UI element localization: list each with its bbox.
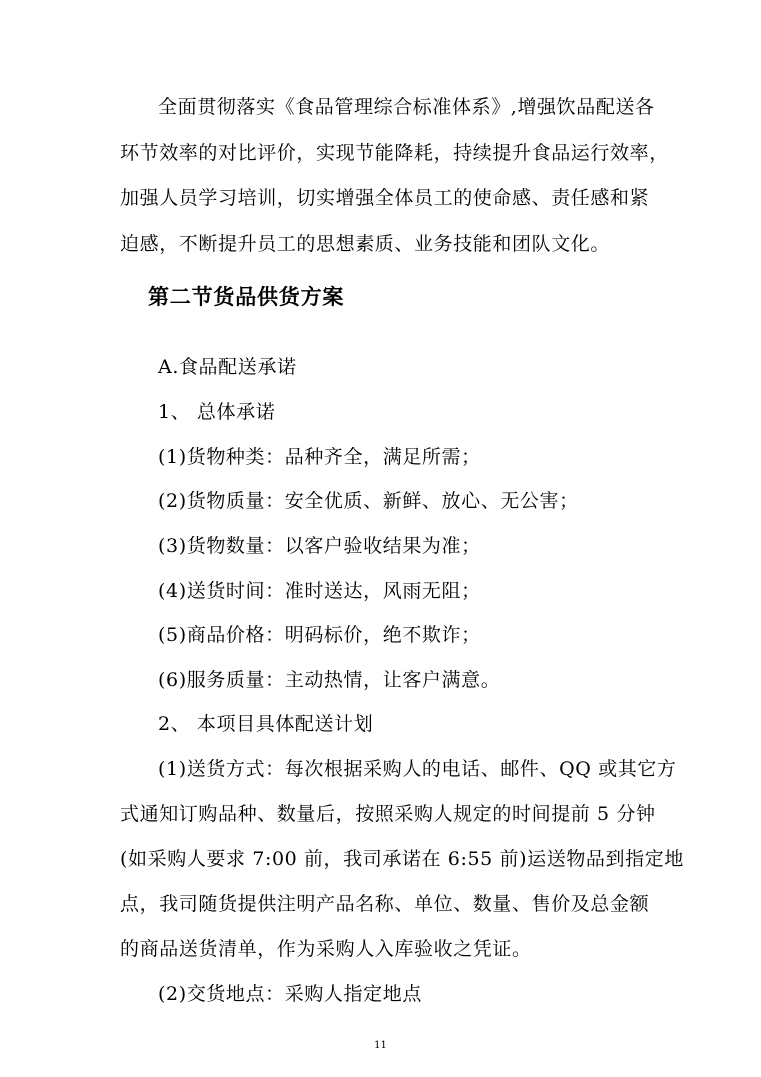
- paragraph-line: 式通知订购品种、数量后，按照采购人规定的时间提前 5 分钟: [120, 803, 656, 825]
- item-title: 2、 本项目具体配送计划: [158, 713, 374, 735]
- section-heading: 第二节货品供货方案: [148, 284, 345, 309]
- paragraph-line: 加强人员学习培训，切实增强全体员工的使命感、责任感和紧: [120, 187, 650, 209]
- item-title: 1、 总体承诺: [158, 401, 276, 423]
- paragraph-line: 点，我司随货提供注明产品名称、单位、数量、售价及总金额: [120, 893, 650, 915]
- paragraph-line: 环节效率的对比评价，实现节能降耗，持续提升食品运行效率，: [120, 142, 669, 164]
- paragraph-line: 全面贯彻落实《食品管理综合标准体系》,增强饮品配送各: [158, 96, 655, 118]
- page-number: 11: [374, 1040, 387, 1051]
- paragraph-line: (1)送货方式：每次根据采购人的电话、邮件、QQ 或其它方: [158, 758, 677, 780]
- paragraph-line: 迫感，不断提升员工的思想素质、业务技能和团队文化。: [120, 233, 611, 255]
- list-item: (4)送货时间：准时送达，风雨无阻；: [158, 580, 481, 602]
- list-item: (3)货物数量：以客户验收结果为准；: [158, 535, 481, 557]
- subsection-title: A.食品配送承诺: [158, 356, 297, 378]
- paragraph-line: 的商品送货清单，作为采购人入库验收之凭证。: [120, 938, 532, 960]
- paragraph-line: (如采购人要求 7:00 前，我司承诺在 6:55 前)运送物品到指定地: [120, 848, 684, 870]
- list-item: (2)货物质量：安全优质、新鲜、放心、无公害；: [158, 490, 579, 512]
- list-item: (6)服务质量：主动热情，让客户满意。: [158, 669, 501, 691]
- list-item: (2)交货地点：采购人指定地点: [158, 983, 422, 1005]
- list-item: (1)货物种类：品种齐全，满足所需；: [158, 446, 481, 468]
- list-item: (5)商品价格：明码标价，绝不欺诈；: [158, 624, 481, 646]
